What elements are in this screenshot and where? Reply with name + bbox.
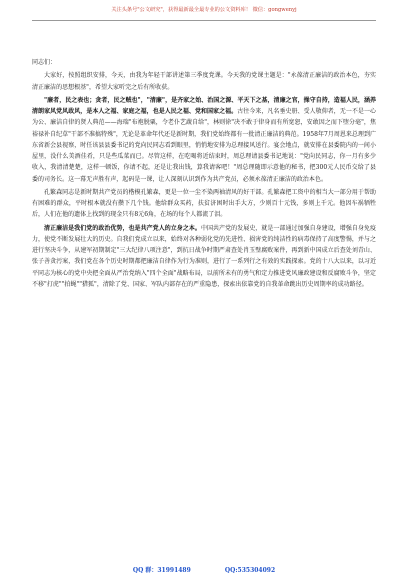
footer-qq-group: QQ 群：31991489 [132, 567, 191, 574]
document-body [32, 57, 376, 290]
salutation: 同志们： [32, 59, 57, 66]
header-divider [32, 20, 376, 21]
paragraph-3 [32, 187, 376, 221]
paragraph-1-text: 大家好，按照组织安排，今天，由我为年轻干部讲述第三季度党课。今天我的党课主题是："永葆清正廉洁的政治本色，夯实清正廉洁的思想根基"，希望大家听完之后有所收获。 [32, 72, 376, 91]
paragraph-4 [32, 223, 376, 291]
paragraph-2-lead: "廉者，民之表也；贪者，民之贼也"，"清廉"，是齐家之始、治国之源、平天下之基，清廉之官，操守自持，造福人民，涵养清朗家风党风政风，是本人之福、家庭之福，也是人民之福、党和国家之福。 [32, 96, 376, 115]
footer-contacts [0, 565, 408, 574]
paragraph-3-text: 孔繁森同志是新时期共产党员的楷模孔繁森，更是一位一尘不染两袖清风的好干部。孔繁森把工资中的相当大一部分用于帮助有困难的群众，平时根本就没有攒下几个钱。他给群众买药，扶贫济困时出手大方，少则百十元钱，多则上千元。他因车祸牺牲后，人们在他的遗体上找到的现金只有8元6角，在场的每个人都流了泪。 [32, 188, 376, 219]
paragraph-2-text: 古往今来，凡名垂史册、受人敬仰者，无一不是一心为公、廉洁自律的贤人典范——海瑞"布袍脱粟，令老仆艺蔬自给"，林则徐"决不敢于律身而有所宽恕，安敢因之而下堕分毫"，焦裕禄补自纪草"干部不准搞特殊"，无论是革命年代还是新时期，我们党始终都有一批清正廉洁的典范。1958年7月周恩来总理到广东省新会县视察，时任该县县委书记的党向民同志看到眼里，悄悄地安排为总理接风送行。宴会地点，就安排在县委院内的一间小屋里，没什么美酒佳肴，只是些瓜菜而已。尽管这样，在吃喝将近结束时，周总理请县委书记地说："党向民同志，你一月有多少收入，我清清楚楚，这样一顿饭，你请不起，还是让我出钱，算我请客吧！"周总理随即示意他的秘书，把300元人民币交给了县委的司务长。这一幕无声胜有声，起码是一课，让人深刻认识到作为共产党员，必须永葆清正廉洁的政治本色。 [32, 108, 376, 183]
paragraph-4-lead: 清正廉洁是我们党的政治优势，也是共产党人的立身之本。 [44, 224, 201, 232]
paragraph-4-text: 中国共产党的发展史，就是一部通过加强自身建设，增强自身免疫力，使党不断发展壮大的历史。自我们党成立以来，始终对各种弱化党的先进性、损害党的纯洁性的病毒保持了高度警惕，并与之进行坚决斗争，从建军初期制定"三大纪律八项注意"，到抗日战争时期严肃查处肖玉璧腐败案件，再到新中国成立后查处刘青山、张子善贪污案，我们党在各个历史时期都把廉洁自律作为行为准则，进行了一系列行之有效的实践探索。党的十八大以来，以习近平同志为核心的党中央把全面从严治党纳入"四个全面"战略布局，以前所未有的勇气和定力推进党风廉政建设和反腐败斗争，坚定不移"打虎""拍蝇""猎狐"，清除了党、国家、军队内部存在的严重隐患，探索出依靠党的自我革命跳出历史周期率的成功路径。 [32, 224, 376, 288]
paragraph-2 [32, 95, 376, 185]
paragraph-1 [32, 70, 376, 93]
header-banner: 关注头条号"公文研究"，获得最新最全最专业的公文资料库！ 微信：gongwenyj [111, 7, 297, 13]
footer-qq-number: QQ:535304092 [224, 567, 276, 574]
